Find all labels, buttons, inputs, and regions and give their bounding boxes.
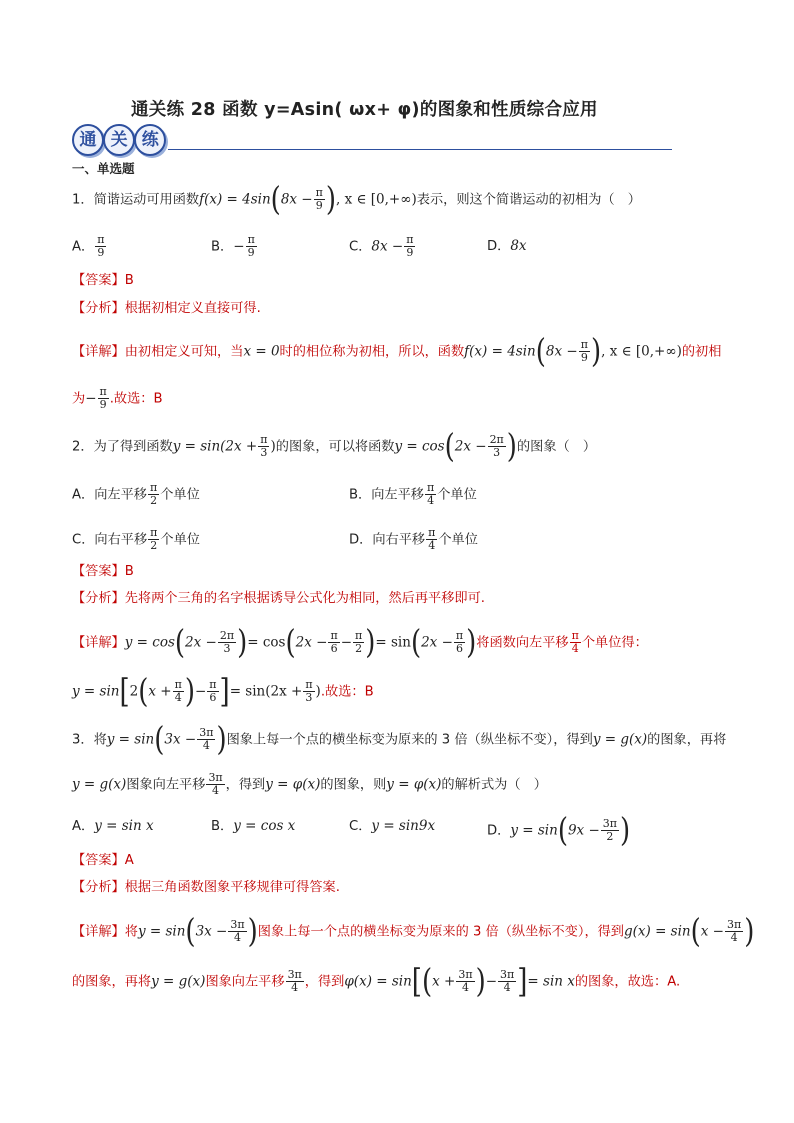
math: − — [194, 683, 207, 700]
math: = sin — [375, 634, 411, 651]
math: = cos — [247, 634, 286, 651]
q1-function: f(x) = 4sin — [199, 191, 271, 208]
detail-text: 图象上每一个点的横坐标变为原来的 3 倍（纵坐标不变），得到 — [257, 924, 624, 940]
frac-num: 3π — [287, 968, 302, 981]
option-label: D．向右平移 — [349, 532, 426, 548]
q3-stem-text: ，得到 — [225, 777, 266, 793]
q3-stem-text: 图象上每一个点的横坐标变为原来的 3 倍（纵坐标不变），得到 — [226, 732, 593, 748]
frac-num: π — [174, 678, 182, 691]
option-unit: 个单位 — [160, 532, 200, 548]
analysis-label: 【分析】 — [72, 591, 125, 606]
detail-label: 【详解】 — [72, 344, 125, 360]
detail-text: 时的相位称为初相，所以，函数 — [279, 344, 465, 360]
q3-option-d[interactable]: D．y = sin(9x − $\frac{3\pi}{2}$ ) — [487, 811, 631, 850]
frac-num: π — [571, 629, 579, 642]
math: y = g(x) — [151, 973, 206, 990]
option-label: A．向左平移 — [72, 487, 147, 503]
q3-answer — [72, 853, 134, 869]
q1-stem-tail: 表示，则这个简谐运动的初相为（ ） — [416, 192, 641, 208]
math: 3x − — [195, 923, 228, 940]
math: 2x − — [421, 634, 453, 651]
frac-den: 2 — [606, 830, 614, 843]
q2-option-c[interactable] — [72, 527, 200, 552]
math: y = φ(x) — [265, 776, 321, 793]
frac-num: π — [580, 338, 588, 351]
math: − — [340, 634, 352, 651]
frac-num: π — [426, 481, 435, 494]
option-unit: 个单位 — [437, 487, 477, 503]
q2-stem-text: 的图象，可以将函数 — [275, 439, 395, 455]
frac-num: π — [209, 678, 217, 691]
math: − — [85, 390, 97, 407]
math: 2x − — [454, 438, 487, 455]
logo-char-3: 练 — [134, 124, 166, 156]
frac-den: 3 — [493, 446, 501, 459]
q1-domain: , x ∈ [0,+∞) — [336, 191, 417, 208]
frac-num: π — [247, 233, 255, 246]
math: x + — [432, 973, 456, 990]
section-title: 一、单选题 — [72, 161, 135, 176]
q1-option-d[interactable] — [487, 238, 527, 255]
math: 2 — [129, 683, 139, 700]
q1-arg: 8x − — [280, 191, 313, 208]
frac-num: π — [355, 629, 363, 642]
q3-stem-line1: 3．将y = sin(3x − $\frac{3\pi}{4}$ )图象上每一个点的横坐标变为原来的 3 倍（纵坐标不变），得到y = g(x)的图象，再将 — [72, 720, 727, 759]
frac-num: 3π — [230, 918, 245, 931]
frac-den: 6 — [456, 642, 464, 655]
math: y = cos — [124, 634, 175, 651]
frac-num: 2π — [219, 629, 235, 642]
option-unit: 个单位 — [438, 532, 478, 548]
math: = sin x — [527, 973, 575, 990]
q1-frac-num: π — [315, 186, 323, 199]
frac-den: 4 — [428, 539, 436, 552]
frac-den: 4 — [503, 981, 511, 994]
frac-den: 4 — [202, 739, 210, 752]
frac-den: 9 — [406, 246, 414, 259]
frac-num: 3π — [500, 968, 515, 981]
q1-number: 1． — [72, 192, 94, 208]
frac-den: 4 — [427, 494, 435, 507]
option-label: A． — [72, 239, 95, 255]
logo-char-2: 关 — [103, 124, 135, 156]
option-label: D． — [487, 823, 511, 839]
q1-detail-line2 — [72, 386, 163, 411]
frac-num: 3π — [727, 918, 742, 931]
frac-den: 9 — [580, 351, 588, 364]
math: ) — [270, 438, 276, 455]
answer-value: A. — [667, 974, 681, 990]
math: x = 0 — [243, 343, 280, 360]
math: = sin(2x + — [229, 683, 303, 700]
detail-text: .故选： — [109, 391, 154, 407]
q1-stem-text: 简谐运动可用函数 — [93, 192, 200, 208]
option-label: C． — [349, 819, 372, 834]
frac-num: π — [97, 233, 105, 246]
frac-den: 4 — [730, 931, 738, 944]
answer-value: B — [124, 273, 134, 288]
answer-value: B — [153, 391, 163, 407]
math: x + — [148, 683, 172, 700]
answer-label: 【答案】 — [72, 564, 125, 579]
math: 9x − — [567, 822, 600, 839]
frac-num: π — [150, 526, 158, 539]
q3-stem-text: 将 — [93, 732, 107, 748]
option-label: D． — [487, 239, 511, 254]
math: y = g(x) — [72, 776, 127, 793]
math: , x ∈ [0,+∞) — [601, 343, 682, 360]
answer-label: 【答案】 — [72, 273, 125, 288]
q3-option-a[interactable] — [72, 818, 154, 835]
q2-stem-tail: 的图象（ ） — [516, 439, 597, 455]
option-prefix: − — [233, 238, 245, 255]
detail-label: 【详解】 — [72, 924, 125, 940]
option-label: A． — [72, 819, 95, 834]
detail-text: ，得到 — [304, 974, 345, 990]
math: 2x − — [185, 634, 217, 651]
math: y = sin — [72, 683, 120, 700]
q2-option-b[interactable] — [349, 482, 477, 507]
option-prefix: 8x − — [371, 238, 404, 255]
frac-den: 9 — [97, 246, 105, 259]
detail-label: 【详解】 — [72, 635, 125, 651]
math: y = sin(2x + — [172, 438, 258, 455]
q3-stem-text: 的图象，再将 — [647, 732, 727, 748]
frac-num: π — [428, 526, 436, 539]
analysis-text: 根据三角函数图象平移规律可得答案. — [124, 880, 340, 895]
q2-option-d[interactable] — [349, 527, 478, 552]
q3-detail-line1: 【详解】将y = sin(3x − $\frac{3\pi}{4}$ )图象上每一个点的横坐标变为原来的 3 倍（纵坐标不变），得到g(x) = sin(x − $\frac{3\pi}{4}$ ) — [72, 912, 755, 951]
frac-num: π — [260, 433, 268, 446]
frac-den: 4 — [233, 931, 241, 944]
q3-option-b[interactable] — [211, 818, 295, 835]
q2-number: 2． — [72, 439, 94, 455]
math: − — [485, 973, 498, 990]
option-unit: 个单位 — [160, 487, 200, 503]
frac-den: 6 — [330, 642, 338, 655]
option-value: y = cos x — [233, 818, 296, 834]
logo — [72, 124, 160, 158]
math: y = cos — [394, 438, 445, 455]
q3-stem-text: 的图象，则 — [320, 777, 387, 793]
option-value: y = sin9x — [371, 818, 436, 834]
q2-stem: 2．为了得到函数y = sin(2x + $\frac{\pi}{3}$ )的图象，可以将函数y = cos(2x − $\frac{2\pi}{3}$ )的图象（ ） — [72, 427, 597, 466]
frac-den: 9 — [247, 246, 255, 259]
q3-stem-text: 图象向左平移 — [126, 777, 206, 793]
frac-den: 3 — [223, 642, 231, 655]
q1-option-a[interactable] — [72, 234, 107, 259]
frac-num: π — [99, 385, 107, 398]
frac-den: 2 — [150, 539, 158, 552]
analysis-label: 【分析】 — [72, 301, 125, 316]
frac-num: π — [149, 481, 158, 494]
q2-option-a[interactable] — [72, 482, 200, 507]
detail-text: 的初相 — [681, 344, 722, 360]
math: y = φ(x) — [386, 776, 442, 793]
frac-num: π — [406, 233, 414, 246]
option-label: C． — [349, 239, 372, 255]
q1-stem: 1．简谐运动可用函数f(x) = 4sin(8x − $\frac{\pi}{9}$ ), x ∈ [0,+∞)表示，则这个简谐运动的初相为（ ） — [72, 180, 641, 219]
option-value: y = sin — [510, 822, 558, 839]
frac-den: 3 — [305, 691, 313, 704]
detail-text: 的图象，再将 — [72, 974, 152, 990]
frac-num: 3π — [458, 968, 473, 981]
math: 3x − — [164, 731, 197, 748]
page-title: 通关练 28 函数 y=Asin( ωx+ φ)的图象和性质综合应用 — [131, 100, 598, 120]
answer-value: B — [124, 564, 134, 579]
q1-analysis — [72, 301, 261, 317]
frac-num: 3π — [208, 771, 223, 784]
q2-detail-line1: 【详解】y = cos(2x − $\frac{2\pi}{3}$ )= cos(2x − $\frac{\pi}{6}$ − $\frac{\pi}{2}$ )= sin(2x − $\frac{\pi}{6}$ )将函数向左平移 $\frac{\pi}{4}$ 个单位得： — [72, 623, 648, 662]
header-divider — [168, 149, 672, 150]
answer-value: B — [364, 684, 374, 700]
option-label: C．向右平移 — [72, 532, 148, 548]
frac-den: 4 — [461, 981, 469, 994]
q3-stem-text: 的解析式为（ ） — [441, 777, 547, 793]
logo-char-1: 通 — [72, 124, 104, 156]
q1-option-c[interactable] — [349, 234, 416, 259]
q3-number: 3． — [72, 732, 94, 748]
q3-stem-line2 — [72, 772, 547, 797]
frac-num: 2π — [489, 433, 504, 446]
option-label: B． — [211, 819, 234, 834]
analysis-label: 【分析】 — [72, 880, 125, 895]
q1-answer — [72, 273, 134, 289]
frac-den: 6 — [209, 691, 217, 704]
frac-num: π — [330, 629, 338, 642]
q2-answer — [72, 564, 134, 580]
option-value: y = sin x — [94, 818, 154, 834]
math: x − — [700, 923, 724, 940]
frac-den: 3 — [260, 446, 268, 459]
q3-option-c[interactable] — [349, 818, 435, 835]
frac-den: 4 — [174, 691, 182, 704]
q1-option-b[interactable] — [211, 234, 258, 259]
option-label: B． — [211, 239, 234, 255]
option-value: 8x — [510, 238, 527, 254]
frac-den: 4 — [291, 981, 299, 994]
answer-label: 【答案】 — [72, 853, 125, 868]
q2-stem-text: 为了得到函数 — [93, 439, 173, 455]
frac-den: 4 — [212, 784, 220, 797]
q1-detail-line1: 【详解】由初相定义可知，当x = 0时的相位称为初相，所以，函数f(x) = 4sin(8x − $\frac{\pi}{9}$ ), x ∈ [0,+∞)的初相 — [72, 332, 722, 371]
detail-text: 个单位得： — [581, 635, 648, 651]
frac-num: 3π — [602, 817, 618, 830]
math: g(x) = sin — [624, 923, 691, 940]
detail-text: 由初相定义可知，当 — [124, 344, 244, 360]
frac-den: 4 — [571, 642, 579, 655]
q2-analysis — [72, 591, 485, 607]
frac-den: 2 — [355, 642, 363, 655]
detail-text: .故选： — [320, 684, 365, 700]
math: ) — [315, 683, 321, 700]
q2-detail-line2: y = sin[2(x + $\frac{\pi}{4}$ )− $\frac{\pi}{6}$ ]= sin(2x + $\frac{\pi}{3}$ ).故选：B — [72, 672, 374, 711]
frac-num: π — [305, 678, 313, 691]
math: φ(x) = sin — [344, 973, 412, 990]
detail-text: 为 — [72, 391, 86, 407]
detail-text: 将函数向左平移 — [476, 635, 569, 651]
math: 2x − — [295, 634, 328, 651]
math: y = g(x) — [592, 731, 648, 748]
frac-den: 9 — [99, 398, 107, 411]
option-label: B．向左平移 — [349, 487, 424, 503]
detail-text: 图象向左平移 — [205, 974, 285, 990]
detail-text: 的图象，故选： — [574, 974, 668, 990]
math: 8x − — [545, 343, 578, 360]
analysis-text: 根据初相定义直接可得. — [124, 301, 261, 316]
frac-num: 3π — [199, 726, 214, 739]
answer-value: A — [124, 853, 134, 868]
q1-frac-den: 9 — [315, 199, 323, 212]
analysis-text: 先将两个三角的名字根据诱导公式化为相同，然后再平移即可. — [124, 591, 486, 606]
frac-den: 2 — [150, 494, 158, 507]
math: y = sin — [106, 731, 155, 748]
q3-analysis — [72, 880, 340, 896]
q3-detail-line2: 的图象，再将y = g(x)图象向左平移 $\frac{3\pi}{4}$ ，得到φ(x) = sin[(x + $\frac{3\pi}{4}$ )− $\frac{3\pi}{4}$ ]= sin x的图象，故选：A. — [72, 962, 681, 1001]
frac-num: π — [455, 629, 464, 642]
math: y = sin — [137, 923, 186, 940]
math: f(x) = 4sin — [464, 343, 536, 360]
detail-text: 将 — [124, 924, 138, 940]
